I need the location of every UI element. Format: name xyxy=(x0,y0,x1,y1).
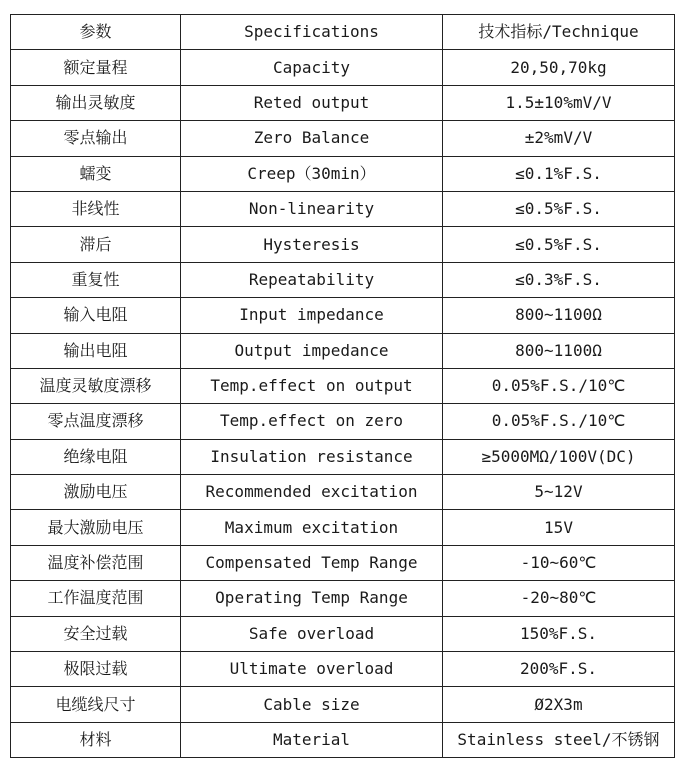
cell-value: ≤0.5%F.S. xyxy=(443,227,675,262)
table-row xyxy=(11,333,675,368)
cell-param: 电缆线尺寸 xyxy=(11,687,181,722)
cell-value: ≤0.5%F.S. xyxy=(443,191,675,226)
cell-param: 重复性 xyxy=(11,262,181,297)
cell-param: 零点输出 xyxy=(11,121,181,156)
cell-value: -10~60℃ xyxy=(443,545,675,580)
cell-spec: Temp.effect on zero xyxy=(181,404,443,439)
cell-value: ≥5000MΩ/100V(DC) xyxy=(443,439,675,474)
cell-value: 0.05%F.S./10℃ xyxy=(443,404,675,439)
cell-value: 800~1100Ω xyxy=(443,298,675,333)
cell-spec: Maximum excitation xyxy=(181,510,443,545)
table-row xyxy=(11,368,675,403)
cell-spec: Cable size xyxy=(181,687,443,722)
cell-param: 温度补偿范围 xyxy=(11,545,181,580)
cell-param: 安全过载 xyxy=(11,616,181,651)
cell-spec: Input impedance xyxy=(181,298,443,333)
table-row xyxy=(11,439,675,474)
cell-value: 15V xyxy=(443,510,675,545)
table-row xyxy=(11,156,675,191)
table-row xyxy=(11,298,675,333)
cell-value: 800~1100Ω xyxy=(443,333,675,368)
table-row xyxy=(11,722,675,757)
cell-spec: Ultimate overload xyxy=(181,652,443,687)
cell-value: ≤0.1%F.S. xyxy=(443,156,675,191)
cell-param: 温度灵敏度漂移 xyxy=(11,368,181,403)
table-row xyxy=(11,404,675,439)
cell-value: 0.05%F.S./10℃ xyxy=(443,368,675,403)
cell-spec: Material xyxy=(181,722,443,757)
cell-spec: Reted output xyxy=(181,85,443,120)
cell-param: 非线性 xyxy=(11,191,181,226)
cell-value: Stainless steel/不锈钢 xyxy=(443,722,675,757)
cell-spec: Compensated Temp Range xyxy=(181,545,443,580)
cell-param: 输出灵敏度 xyxy=(11,85,181,120)
cell-param: 输出电阻 xyxy=(11,333,181,368)
cell-param: 激励电压 xyxy=(11,475,181,510)
cell-param: 额定量程 xyxy=(11,50,181,85)
table-row xyxy=(11,191,675,226)
spec-table-body xyxy=(11,15,675,758)
table-row xyxy=(11,581,675,616)
table-header-row xyxy=(11,15,675,50)
header-param: 参数 xyxy=(11,15,181,50)
table-row xyxy=(11,616,675,651)
cell-value: Ø2X3m xyxy=(443,687,675,722)
cell-param: 材料 xyxy=(11,722,181,757)
cell-param: 极限过载 xyxy=(11,652,181,687)
cell-value: 5~12V xyxy=(443,475,675,510)
table-row xyxy=(11,262,675,297)
cell-spec: Capacity xyxy=(181,50,443,85)
table-row xyxy=(11,475,675,510)
cell-spec: Recommended excitation xyxy=(181,475,443,510)
cell-spec: Output impedance xyxy=(181,333,443,368)
table-row xyxy=(11,227,675,262)
cell-spec: Temp.effect on output xyxy=(181,368,443,403)
table-row xyxy=(11,545,675,580)
table-row xyxy=(11,510,675,545)
cell-param: 工作温度范围 xyxy=(11,581,181,616)
table-row xyxy=(11,121,675,156)
table-row xyxy=(11,652,675,687)
cell-value: 20,50,70kg xyxy=(443,50,675,85)
cell-spec: Hysteresis xyxy=(181,227,443,262)
cell-param: 最大激励电压 xyxy=(11,510,181,545)
table-row xyxy=(11,687,675,722)
cell-spec: Creep（30min） xyxy=(181,156,443,191)
cell-param: 滞后 xyxy=(11,227,181,262)
cell-param: 零点温度漂移 xyxy=(11,404,181,439)
cell-spec: Non-linearity xyxy=(181,191,443,226)
cell-value: ≤0.3%F.S. xyxy=(443,262,675,297)
cell-param: 绝缘电阻 xyxy=(11,439,181,474)
cell-spec: Zero Balance xyxy=(181,121,443,156)
cell-spec: Safe overload xyxy=(181,616,443,651)
cell-value: ±2%mV/V xyxy=(443,121,675,156)
cell-value: 200%F.S. xyxy=(443,652,675,687)
spec-table xyxy=(10,14,675,758)
cell-param: 输入电阻 xyxy=(11,298,181,333)
cell-spec: Repeatability xyxy=(181,262,443,297)
cell-value: -20~80℃ xyxy=(443,581,675,616)
header-spec: Specifications xyxy=(181,15,443,50)
header-value: 技术指标/Technique xyxy=(443,15,675,50)
table-row xyxy=(11,50,675,85)
cell-value: 150%F.S. xyxy=(443,616,675,651)
cell-param: 蠕变 xyxy=(11,156,181,191)
cell-spec: Insulation resistance xyxy=(181,439,443,474)
cell-value: 1.5±10%mV/V xyxy=(443,85,675,120)
cell-spec: Operating Temp Range xyxy=(181,581,443,616)
table-row xyxy=(11,85,675,120)
